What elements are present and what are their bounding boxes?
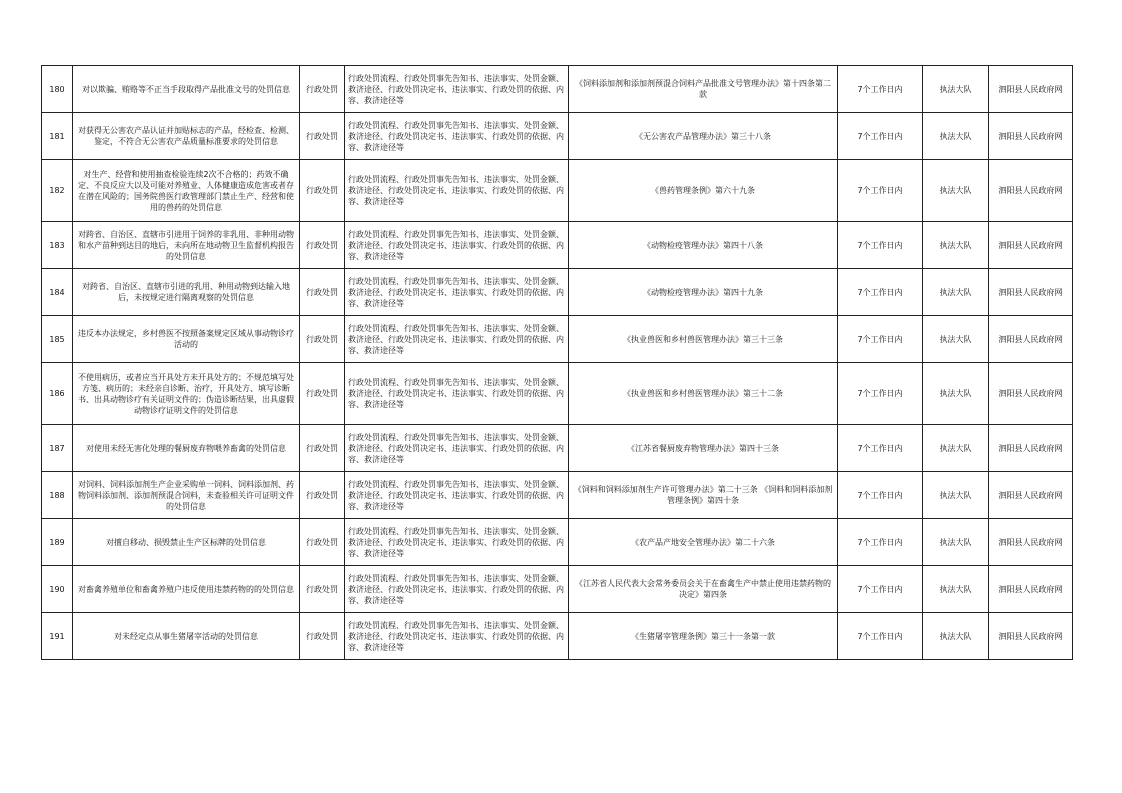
agency-cell: 执法大队 xyxy=(923,613,989,660)
row-number-cell: 187 xyxy=(42,425,73,472)
table-row xyxy=(42,519,1073,566)
agency-cell: 执法大队 xyxy=(923,66,989,113)
item-name-cell: 对擅自移动、损毁禁止生产区标牌的处罚信息 xyxy=(73,519,300,566)
legal-basis-cell: 《饲料添加剂和添加剂预混合饲料产品批准文号管理办法》第十四条第二款 xyxy=(569,66,838,113)
item-name-cell: 对获得无公害农产品认证并加贴标志的产品，经检查、检测、鉴定，不符合无公害农产品质量标准要求的处罚信息 xyxy=(73,113,300,160)
agency-cell: 执法大队 xyxy=(923,222,989,269)
channel-cell: 泗阳县人民政府网 xyxy=(989,269,1073,316)
row-number-cell: 182 xyxy=(42,160,73,222)
item-name-cell: 不使用病历，或者应当开具处方未开具处方的；不规范填写处方笺、病历的；未经亲自诊断、治疗，开具处方、填写诊断书、出具动物诊疗有关证明文件的；伪造诊断结果，出具虚假动物诊疗证明文件的处罚信息 xyxy=(73,363,300,425)
row-number-cell: 183 xyxy=(42,222,73,269)
item-name-cell: 对生产、经营和使用抽查检验连续2次不合格的；药效不确定、不良反应大以及可能对养殖业、人体健康造成危害或者存在潜在风险的；国务院兽医行政管理部门禁止生产、经营和使用的兽药的处罚信息 xyxy=(73,160,300,222)
agency-cell: 执法大队 xyxy=(923,363,989,425)
time-limit-cell: 7个工作日内 xyxy=(838,613,923,660)
time-limit-cell: 7个工作日内 xyxy=(838,519,923,566)
row-number-cell: 188 xyxy=(42,472,73,519)
channel-cell: 泗阳县人民政府网 xyxy=(989,425,1073,472)
category-cell: 行政处罚 xyxy=(300,316,345,363)
disclosure-content-cell: 行政处罚流程、行政处罚事先告知书、违法事实、处罚金额、救济途径、行政处罚决定书、违法事实、行政处罚的依据、内容、救济途径等 xyxy=(345,613,569,660)
category-cell: 行政处罚 xyxy=(300,363,345,425)
channel-cell: 泗阳县人民政府网 xyxy=(989,613,1073,660)
legal-basis-cell: 《农产品产地安全管理办法》第二十六条 xyxy=(569,519,838,566)
disclosure-content-cell: 行政处罚流程、行政处罚事先告知书、违法事实、处罚金额、救济途径、行政处罚决定书、违法事实、行政处罚的依据、内容、救济途径等 xyxy=(345,566,569,613)
agency-cell: 执法大队 xyxy=(923,472,989,519)
disclosure-content-cell: 行政处罚流程、行政处罚事先告知书、违法事实、处罚金额、救济途径、行政处罚决定书、违法事实、行政处罚的依据、内容、救济途径等 xyxy=(345,363,569,425)
legal-basis-cell: 《执业兽医和乡村兽医管理办法》第三十三条 xyxy=(569,316,838,363)
legal-basis-cell: 《无公害农产品管理办法》第三十八条 xyxy=(569,113,838,160)
table-row xyxy=(42,66,1073,113)
time-limit-cell: 7个工作日内 xyxy=(838,425,923,472)
channel-cell: 泗阳县人民政府网 xyxy=(989,363,1073,425)
channel-cell: 泗阳县人民政府网 xyxy=(989,316,1073,363)
channel-cell: 泗阳县人民政府网 xyxy=(989,160,1073,222)
item-name-cell: 对以欺骗、贿赂等不正当手段取得产品批准文号的处罚信息 xyxy=(73,66,300,113)
legal-basis-cell: 《饲料和饲料添加剂生产许可管理办法》第二十三条 《饲料和饲料添加剂管理条例》第四十条 xyxy=(569,472,838,519)
legal-basis-cell: 《兽药管理条例》第六十九条 xyxy=(569,160,838,222)
item-name-cell: 对饲料、饲料添加剂生产企业采购单一饲料、饲料添加剂、药物饲料添加剂、添加剂预混合饲料，未查验相关许可证明文件的处罚信息 xyxy=(73,472,300,519)
category-cell: 行政处罚 xyxy=(300,66,345,113)
table-row xyxy=(42,316,1073,363)
category-cell: 行政处罚 xyxy=(300,269,345,316)
category-cell: 行政处罚 xyxy=(300,222,345,269)
disclosure-content-cell: 行政处罚流程、行政处罚事先告知书、违法事实、处罚金额、救济途径、行政处罚决定书、违法事实、行政处罚的依据、内容、救济途径等 xyxy=(345,160,569,222)
table-row xyxy=(42,613,1073,660)
table-row xyxy=(42,160,1073,222)
category-cell: 行政处罚 xyxy=(300,113,345,160)
time-limit-cell: 7个工作日内 xyxy=(838,113,923,160)
table-row xyxy=(42,269,1073,316)
agency-cell: 执法大队 xyxy=(923,425,989,472)
row-number-cell: 185 xyxy=(42,316,73,363)
item-name-cell: 对使用未经无害化处理的餐厨废弃物喂养畜禽的处罚信息 xyxy=(73,425,300,472)
disclosure-content-cell: 行政处罚流程、行政处罚事先告知书、违法事实、处罚金额、救济途径、行政处罚决定书、违法事实、行政处罚的依据、内容、救济途径等 xyxy=(345,113,569,160)
item-name-cell: 违反本办法规定，乡村兽医不按照备案规定区域从事动物诊疗活动的 xyxy=(73,316,300,363)
row-number-cell: 190 xyxy=(42,566,73,613)
item-name-cell: 对畜禽养殖单位和畜禽养殖户违反使用违禁药物的的处罚信息 xyxy=(73,566,300,613)
time-limit-cell: 7个工作日内 xyxy=(838,472,923,519)
channel-cell: 泗阳县人民政府网 xyxy=(989,566,1073,613)
legal-basis-cell: 《执业兽医和乡村兽医管理办法》第三十二条 xyxy=(569,363,838,425)
time-limit-cell: 7个工作日内 xyxy=(838,160,923,222)
disclosure-content-cell: 行政处罚流程、行政处罚事先告知书、违法事实、处罚金额、救济途径、行政处罚决定书、违法事实、行政处罚的依据、内容、救济途径等 xyxy=(345,66,569,113)
item-name-cell: 对跨省、自治区、直辖市引进的乳用、种用动物到达输入地后，未按规定进行隔离观察的处罚信息 xyxy=(73,269,300,316)
time-limit-cell: 7个工作日内 xyxy=(838,222,923,269)
agency-cell: 执法大队 xyxy=(923,316,989,363)
row-number-cell: 180 xyxy=(42,66,73,113)
category-cell: 行政处罚 xyxy=(300,566,345,613)
category-cell: 行政处罚 xyxy=(300,519,345,566)
table-row xyxy=(42,425,1073,472)
table-body xyxy=(42,66,1073,660)
legal-basis-cell: 《生猪屠宰管理条例》第三十一条第一款 xyxy=(569,613,838,660)
time-limit-cell: 7个工作日内 xyxy=(838,566,923,613)
agency-cell: 执法大队 xyxy=(923,519,989,566)
legal-basis-cell: 《动物检疫管理办法》第四十九条 xyxy=(569,269,838,316)
channel-cell: 泗阳县人民政府网 xyxy=(989,113,1073,160)
channel-cell: 泗阳县人民政府网 xyxy=(989,222,1073,269)
legal-basis-cell: 《江苏省人民代表大会常务委员会关于在畜禽生产中禁止使用违禁药物的决定》第四条 xyxy=(569,566,838,613)
time-limit-cell: 7个工作日内 xyxy=(838,363,923,425)
item-name-cell: 对未经定点从事生猪屠宰活动的处罚信息 xyxy=(73,613,300,660)
agency-cell: 执法大队 xyxy=(923,269,989,316)
category-cell: 行政处罚 xyxy=(300,160,345,222)
agency-cell: 执法大队 xyxy=(923,113,989,160)
row-number-cell: 191 xyxy=(42,613,73,660)
row-number-cell: 186 xyxy=(42,363,73,425)
category-cell: 行政处罚 xyxy=(300,472,345,519)
disclosure-content-cell: 行政处罚流程、行政处罚事先告知书、违法事实、处罚金额、救济途径、行政处罚决定书、违法事实、行政处罚的依据、内容、救济途径等 xyxy=(345,316,569,363)
channel-cell: 泗阳县人民政府网 xyxy=(989,519,1073,566)
disclosure-table xyxy=(41,65,1073,660)
disclosure-content-cell: 行政处罚流程、行政处罚事先告知书、违法事实、处罚金额、救济途径、行政处罚决定书、违法事实、行政处罚的依据、内容、救济途径等 xyxy=(345,269,569,316)
channel-cell: 泗阳县人民政府网 xyxy=(989,66,1073,113)
category-cell: 行政处罚 xyxy=(300,425,345,472)
row-number-cell: 184 xyxy=(42,269,73,316)
disclosure-content-cell: 行政处罚流程、行政处罚事先告知书、违法事实、处罚金额、救济途径、行政处罚决定书、违法事实、行政处罚的依据、内容、救济途径等 xyxy=(345,425,569,472)
item-name-cell: 对跨省、自治区、直辖市引进用于饲养的非乳用、非种用动物和水产苗种到达目的地后，未向所在地动物卫生监督机构报告的处罚信息 xyxy=(73,222,300,269)
channel-cell: 泗阳县人民政府网 xyxy=(989,472,1073,519)
time-limit-cell: 7个工作日内 xyxy=(838,316,923,363)
disclosure-content-cell: 行政处罚流程、行政处罚事先告知书、违法事实、处罚金额、救济途径、行政处罚决定书、违法事实、行政处罚的依据、内容、救济途径等 xyxy=(345,222,569,269)
disclosure-content-cell: 行政处罚流程、行政处罚事先告知书、违法事实、处罚金额、救济途径、行政处罚决定书、违法事实、行政处罚的依据、内容、救济途径等 xyxy=(345,472,569,519)
legal-basis-cell: 《江苏省餐厨废弃物管理办法》第四十三条 xyxy=(569,425,838,472)
legal-basis-cell: 《动物检疫管理办法》第四十八条 xyxy=(569,222,838,269)
row-number-cell: 189 xyxy=(42,519,73,566)
table-row xyxy=(42,113,1073,160)
table-row xyxy=(42,566,1073,613)
table-row xyxy=(42,472,1073,519)
time-limit-cell: 7个工作日内 xyxy=(838,66,923,113)
table-row xyxy=(42,363,1073,425)
row-number-cell: 181 xyxy=(42,113,73,160)
category-cell: 行政处罚 xyxy=(300,613,345,660)
agency-cell: 执法大队 xyxy=(923,566,989,613)
disclosure-content-cell: 行政处罚流程、行政处罚事先告知书、违法事实、处罚金额、救济途径、行政处罚决定书、违法事实、行政处罚的依据、内容、救济途径等 xyxy=(345,519,569,566)
table-row xyxy=(42,222,1073,269)
agency-cell: 执法大队 xyxy=(923,160,989,222)
time-limit-cell: 7个工作日内 xyxy=(838,269,923,316)
